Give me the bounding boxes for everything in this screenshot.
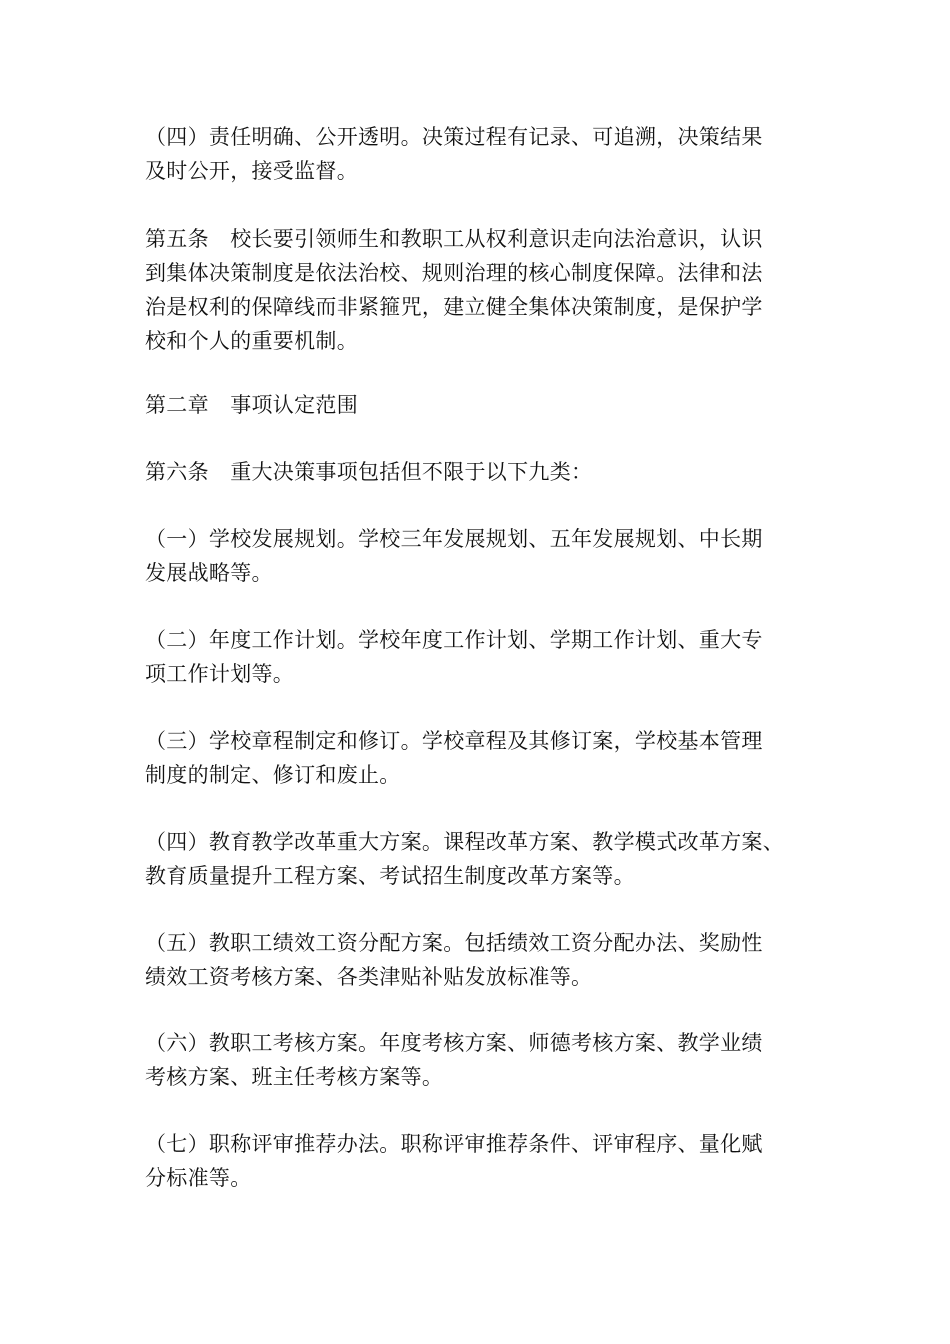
paragraph-item2 bbox=[145, 623, 825, 691]
text-line: 治是权利的保障线而非紧箍咒，建立健全集体决策制度，是保护学 bbox=[145, 295, 763, 319]
paragraph-item3 bbox=[145, 724, 825, 792]
text-line: 绩效工资考核方案、各类津贴补贴发放标准等。 bbox=[145, 965, 593, 989]
paragraph-article6 bbox=[145, 455, 825, 489]
text-line: 及时公开，接受监督。 bbox=[145, 159, 358, 183]
text-line: 第五条 校长要引领师生和教职工从权利意识走向法治意识，认识 bbox=[145, 227, 763, 251]
text-line: 考核方案、班主任考核方案等。 bbox=[145, 1065, 444, 1089]
text-line: 分标准等。 bbox=[145, 1166, 252, 1190]
paragraph-item5 bbox=[145, 926, 825, 994]
paragraph-item7 bbox=[145, 1127, 825, 1195]
text-line: 校和个人的重要机制。 bbox=[145, 329, 358, 353]
text-line: （六）教职工考核方案。年度考核方案、师德考核方案、教学业绩 bbox=[145, 1031, 763, 1055]
text-line: （三）学校章程制定和修订。学校章程及其修订案，学校基本管理 bbox=[145, 729, 763, 753]
text-line: 制度的制定、修订和废止。 bbox=[145, 763, 401, 787]
text-line: （五）教职工绩效工资分配方案。包括绩效工资分配办法、奖励性 bbox=[145, 931, 763, 955]
text-line: 第六条 重大决策事项包括但不限于以下九类： bbox=[145, 460, 593, 484]
text-line: 发展战略等。 bbox=[145, 561, 273, 585]
text-line: 第二章 事项认定范围 bbox=[145, 393, 358, 417]
paragraph-item1 bbox=[145, 522, 825, 590]
paragraph-item6 bbox=[145, 1026, 825, 1094]
text-line: 到集体决策制度是依法治校、规则治理的核心制度保障。法律和法 bbox=[145, 261, 763, 285]
text-line: 教育质量提升工程方案、考试招生制度改革方案等。 bbox=[145, 864, 635, 888]
chapter-heading bbox=[145, 388, 825, 422]
text-line: 项工作计划等。 bbox=[145, 662, 295, 686]
paragraph-article5 bbox=[145, 222, 825, 358]
paragraph-item4 bbox=[145, 825, 825, 893]
paragraph-item4-principle bbox=[145, 120, 825, 188]
text-line: （一）学校发展规划。学校三年发展规划、五年发展规划、中长期 bbox=[145, 527, 763, 551]
text-line: （四）教育教学改革重大方案。课程改革方案、教学模式改革方案、 bbox=[145, 830, 784, 854]
text-line: （二）年度工作计划。学校年度工作计划、学期工作计划、重大专 bbox=[145, 628, 763, 652]
text-line: （四）责任明确、公开透明。决策过程有记录、可追溯，决策结果 bbox=[145, 125, 763, 149]
text-line: （七）职称评审推荐办法。职称评审推荐条件、评审程序、量化赋 bbox=[145, 1132, 763, 1156]
